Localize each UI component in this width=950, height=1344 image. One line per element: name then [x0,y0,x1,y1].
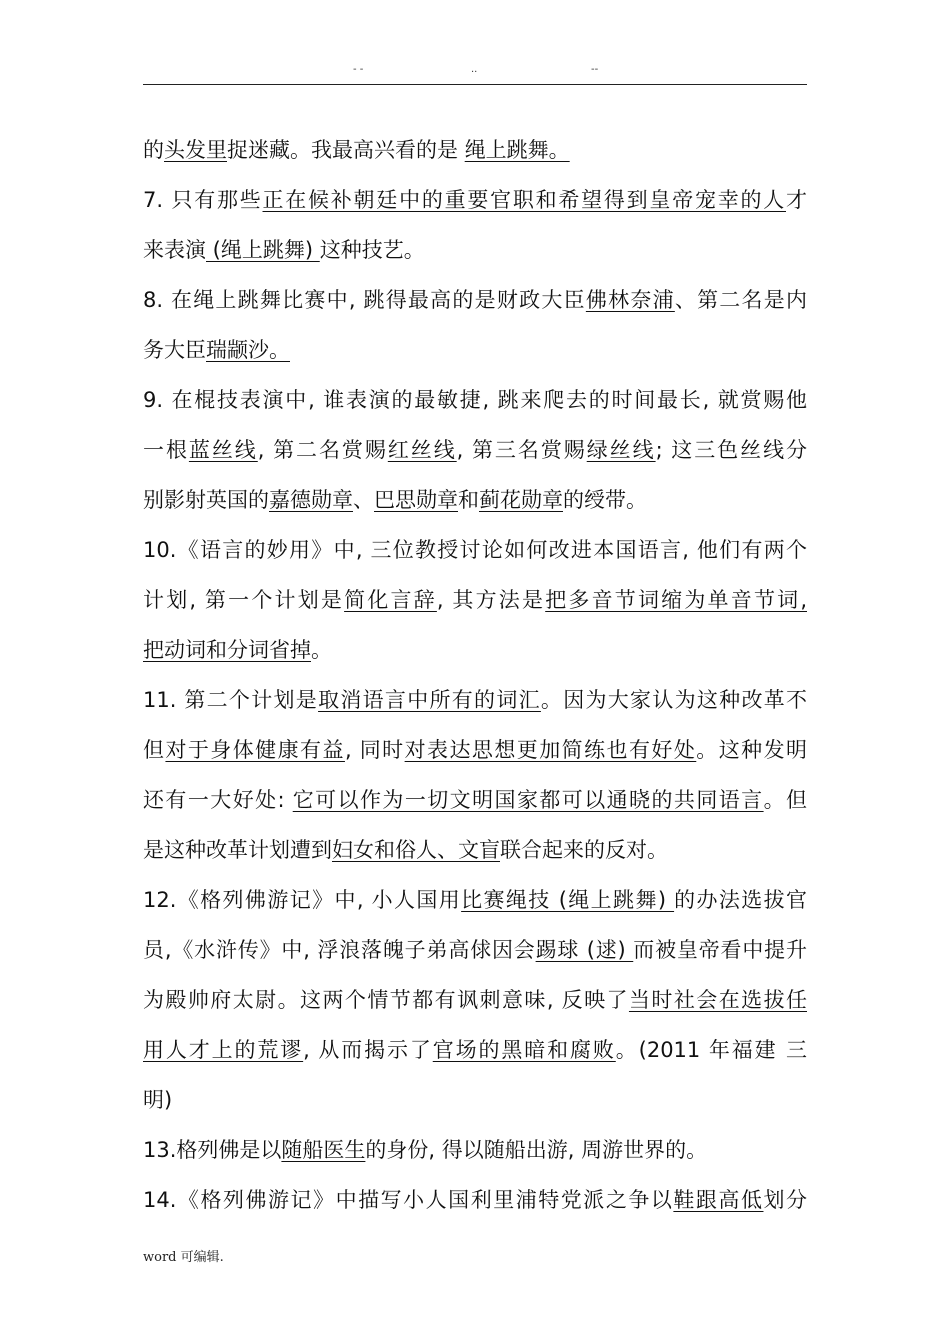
answer-underlined: 嘉德勋章 [269,488,353,512]
text-line [143,275,807,325]
answer-underlined: (绳上跳舞) [206,238,320,262]
text-line [143,425,807,475]
text-segment: 为殿帅府太尉。这两个情节都有讽刺意味, 反映了 [143,988,629,1012]
text-segment: 的办法选拔官 [674,888,807,912]
text-segment: 。但 [763,788,807,812]
text-segment: 但 [143,738,166,762]
text-segment: 。(2011 年福建 三 [615,1038,807,1062]
text-line [143,375,807,425]
answer-underlined: 踢球 (逑) [535,938,634,962]
header-mark-left: - - [353,64,364,75]
text-segment: 。这种发明 [696,738,807,762]
text-segment: 14.《格列佛游记》中描写小人国利里浦特党派之争以 [143,1188,674,1212]
answer-underlined: 取消语言中所有的词汇 [318,688,541,712]
document-body [143,125,807,1225]
text-segment: 7. 只有那些 [143,188,263,212]
text-segment: 而被皇帝看中提升 [633,938,807,962]
text-segment: 9. 在棍技表演中, 谁表演的最敏捷, 跳来爬去的时间最长, 就赏赐他 [143,388,807,412]
text-segment: 明) [143,1088,173,1112]
text-segment: 才 [786,188,807,212]
text-line [143,1175,807,1225]
text-segment: , 第二名赏赐 [257,438,388,462]
text-segment: 员,《水浒传》中, 浮浪落魄子弟高俅因会 [143,938,536,962]
answer-underlined: 正在候补朝廷中的重要官职和希望得到皇帝宠幸的人 [262,188,786,212]
answer-underlined: 它可以作为一切文明国家都可以通晓的共同语言 [292,788,764,812]
answer-underlined: 当时社会在选拔任 [628,988,807,1012]
text-segment: , 从而揭示了 [303,1038,433,1062]
text-segment: 8. 在绳上跳舞比赛中, 跳得最高的是财政大臣 [143,288,586,312]
text-line [143,225,807,275]
text-segment: 和 [458,488,479,512]
text-segment: 还有一大好处: [143,788,293,812]
text-line [143,525,807,575]
answer-underlined: 瑞颛沙。 [206,338,290,362]
text-line [143,575,807,625]
text-segment: 的身份, 得以随船出游, 周游世界的。 [365,1138,708,1162]
text-segment: 的绶带。 [563,488,647,512]
text-line [143,975,807,1025]
text-line [143,475,807,525]
text-line [143,1075,807,1125]
answer-underlined: 对于身体健康有益 [165,738,345,762]
text-segment: ; 这三色丝线分 [655,438,807,462]
text-line [143,725,807,775]
answer-underlined: 官场的黑暗和腐败 [432,1038,616,1062]
text-line [143,325,807,375]
text-segment: 。 [311,638,332,662]
text-line [143,775,807,825]
answer-underlined: 巴思勋章 [374,488,458,512]
answer-underlined: 用人才上的荒谬 [143,1038,304,1062]
text-segment: , 第三名赏赐 [456,438,587,462]
text-segment: 。因为大家认为这种改革不 [540,688,807,712]
answer-underlined: 红丝线 [387,438,457,462]
text-segment: 这种技艺。 [319,238,425,262]
text-segment: , 同时 [344,738,405,762]
text-segment: 来表演 [143,238,206,262]
answer-underlined: 蓝丝线 [188,438,258,462]
page-footer: word 可编辑. [143,1250,224,1265]
header-mark-center: .. [471,64,478,75]
text-segment: 10.《语言的妙用》中, 三位教授讨论如何改进本国语言, 他们有两个 [143,538,807,562]
header-mark-right: -- [591,64,599,75]
text-segment: , 其方法是 [436,588,546,612]
text-segment: 、第二名是内 [674,288,807,312]
answer-underlined: 佛林奈浦 [585,288,675,312]
answer-underlined: 头发里 [164,138,227,162]
answer-underlined: 对表达思想更加简练也有好处 [404,738,697,762]
text-segment: 11. 第二个计划是 [143,688,319,712]
text-segment: 捉迷藏。我最高兴看的是 [227,138,465,162]
text-line [143,125,807,175]
text-segment: 划分 [763,1188,807,1212]
answer-underlined: 简化言辞 [344,588,437,612]
page-header [143,60,807,85]
answer-underlined: 随船医生 [281,1138,366,1162]
answer-underlined: 比赛绳技 (绳上跳舞) [461,888,675,912]
answer-underlined: 鞋跟高低 [673,1188,764,1212]
text-segment: 别影射英国的 [143,488,269,512]
answer-underlined: 绿丝线 [586,438,656,462]
answer-underlined: 把多音节词缩为单音节词, [545,588,807,612]
answer-underlined: 把动词和分词省掉 [143,638,311,662]
text-segment: 联合起来的反对。 [500,838,668,862]
text-segment: 12.《格列佛游记》中, 小人国用 [143,888,462,912]
text-segment: 一根 [143,438,189,462]
answer-underlined: 妇女和俗人、文盲 [332,838,500,862]
text-line [143,1025,807,1075]
text-line [143,825,807,875]
text-segment: 13.格列佛是以 [143,1138,282,1162]
text-segment: 计划, 第一个计划是 [143,588,345,612]
text-line [143,875,807,925]
answer-underlined: 蓟花勋章 [479,488,563,512]
text-segment: 是这种改革计划遭到 [143,838,332,862]
text-line [143,675,807,725]
text-line [143,625,807,675]
text-segment: 、 [353,488,374,512]
text-line [143,175,807,225]
text-segment: 务大臣 [143,338,206,362]
text-segment: 的 [143,138,164,162]
text-line [143,925,807,975]
answer-underlined: 绳上跳舞。 [464,138,570,162]
text-line [143,1125,807,1175]
